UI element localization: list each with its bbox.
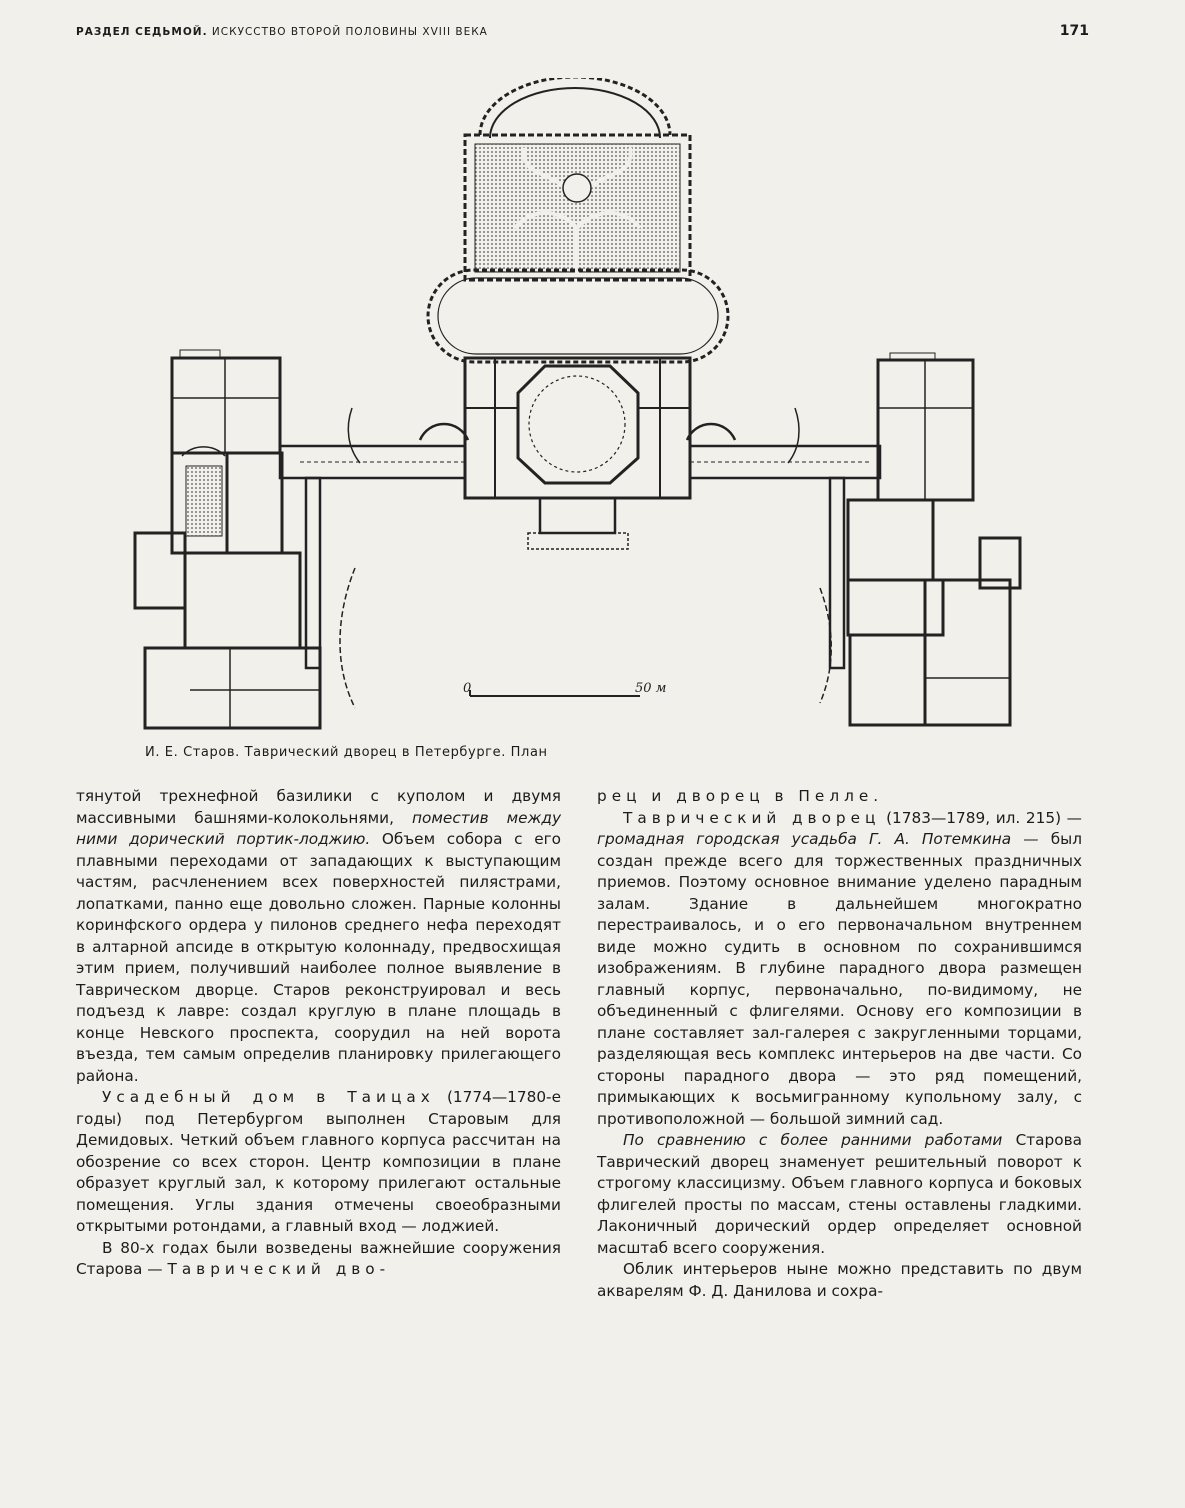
paragraph: По сравнению с более ранними работами Старова Таврический дворец знаменует решительный поворот к строгому классицизму. Объем главного корпуса и боковых флигелей просты по массам, стены оставлены гладкими. Лаконичный дорический ордер определяет основной масштаб всего сооружения. xyxy=(597,1131,1082,1257)
paragraph: тянутой трехнефной базилики с куполом и двумя массивными башнями-колокольнями, поместив между ними дорический портик-лоджию. Объем собора с его плавными переходами от западающих к выступающим частям, расчленением всех поверхностей пилястрами, лопатками, панно еще довольно сложен. Парные колонны коринфского ордера у пилонов среднего нефа переходят в алтарной апсиде в открытую колоннаду, предвосхищая этим прием, получивший наиболее полное выявление в Таврическом дворце. Старов реконструировал и весь подъезд к лавре: создал круглую в плане площадь в конце Невского проспекта, соорудил на ней ворота въезда, тем самым определив планировку прилегающего района. xyxy=(76,787,562,1085)
right-wing xyxy=(848,353,1020,725)
scale-start-label: 0 xyxy=(463,681,472,696)
left-wing xyxy=(135,350,320,728)
paragraph: Облик интерьеров ныне можно представить по двум акварелям Ф. Д. Данилова и сохра- xyxy=(597,1260,1082,1300)
section-subtitle: ИСКУССТВО ВТОРОЙ ПОЛОВИНЫ XVIII ВЕКА xyxy=(211,26,488,38)
paragraph: Таврический дворец (1783—1789, ил. 215) — громадная городская усадьба Г. А. Потемкина — был создан прежде всего для торжественных праздничных приемов. Поэтому основное внимание уделено парадным залам. Здание в дальнейшем многократно перестраивалось, и о его первоначальном внутреннем виде можно судить в основном по сохранившимся изображениям. В глубине парадного двора размещен главный корпус, первоначально, по-видимому, не объединенный с флигелями. Основу его композиции в плане составляет зал-галерея с закругленными торцами, разделяющая весь комплекс интерьеров на две части. Со стороны парадного двора — это ряд помещений, примыкающих к восьмигранному купольному залу, с противоположной — большой зимний сад. xyxy=(597,808,1082,1128)
page-number: 171 xyxy=(1059,23,1089,39)
oval-gallery xyxy=(428,270,728,362)
tauride-palace-floor-plan xyxy=(130,78,1060,738)
winter-garden xyxy=(465,78,690,280)
paragraph: рец и дворец в Пелле. xyxy=(597,787,884,805)
text-column-left xyxy=(76,786,561,1281)
running-head xyxy=(76,26,488,38)
scale-end-label: 50 м xyxy=(635,681,667,696)
scale-bar xyxy=(470,690,640,696)
section-title: РАЗДЕЛ СЕДЬМОЙ. xyxy=(76,26,208,38)
paragraph: Усадебный дом в Таицах (1774—1780-е годы) под Петербургом выполнен Старовым для Демидовых. Четкий объем главного корпуса рассчитан на обозрение со всех сторон. Центр композиции в плане образует круглый зал, к которому прилегают остальные помещения. Углы здания отмечены своеобразными открытыми ротондами, а главный вход — лоджией. xyxy=(76,1088,561,1235)
central-block xyxy=(465,358,690,549)
connecting-galleries xyxy=(280,446,880,668)
paragraph: В 80-х годах были возведены важнейшие сооружения Старова — Таврический дво- xyxy=(76,1238,561,1278)
text-column-right xyxy=(597,786,1082,1302)
figure-caption: И. Е. Старов. Таврический дворец в Петербурге. План xyxy=(145,745,548,760)
